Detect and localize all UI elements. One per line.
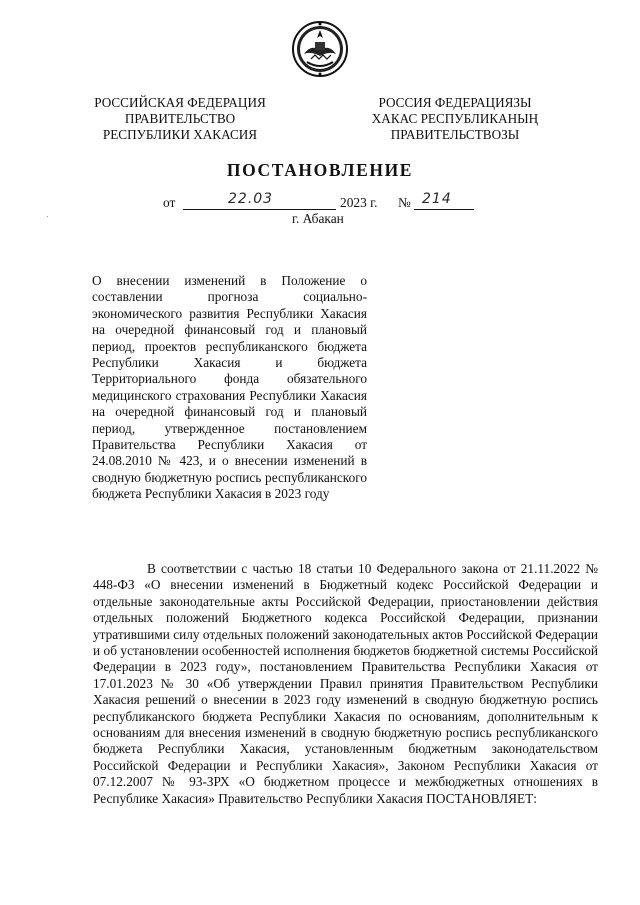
number-underline	[414, 209, 474, 210]
year-label: 2023 г.	[340, 195, 378, 210]
margin-mark	[47, 216, 48, 217]
coat-of-arms-icon	[291, 20, 349, 78]
date-handwritten: 22.03	[228, 191, 274, 207]
number-label: №	[398, 195, 411, 210]
from-label: от	[163, 195, 176, 210]
document-subject: О внесении изменений в Положение о составлении прогноза социально-экономического развития Республики Хакасия на очередной финансовый год и плановый период, проектов республиканского бюджета Республики Хакасия и бюджета Территориального фонда обязательного медицинского страхования Республики Хакасия на очередной финансовый год и плановый период, утвержденное постановлением Правительства Республики Хакасия от 24.08.2010 № 423, и о внесении изменений в сводную бюджетную роспись республиканского бюджета Республики Хакасия в 2023 году	[92, 273, 367, 502]
document-body	[93, 561, 598, 807]
header-left-line: РОССИЙСКАЯ ФЕДЕРАЦИЯ	[94, 95, 266, 110]
body-paragraph: В соответствии с частью 18 статьи 10 Федерального закона от 21.11.2022 № 448-ФЗ «О внесении изменений в Бюджетный кодекс Российской Федерации и отдельные законодательные акты Российской Федерации, приостановлении действия отдельных положений Бюджетного кодекса Российской Федерации, признании утратившими силу отдельных положений законодательных актов Российской Федерации и об установлении особенностей исполнения бюджетов бюджетной системы Российской Федерации в 2023 году», постановлением Правительства Республики Хакасия от 17.01.2023 № 30 «Об утверждении Правил принятия Правительством Республики Хакасия решений о внесении в 2023 году изменений в сводную бюджетную роспись республиканского бюджета Республики Хакасия по основаниям, дополнительным к основаниям для внесения изменений в сводную бюджетную роспись республиканского бюджета Республики Хакасия, установленным бюджетным законодательством Российской Федерации и Республики Хакасия», Законом Республики Хакасия от 07.12.2007 № 93-ЗРХ «О бюджетном процессе и межбюджетных отношениях в Республике Хакасия» Правительство Республики Хакасия ПОСТАНОВЛЯЕТ:	[93, 561, 598, 806]
header-right	[340, 95, 570, 143]
header-left	[70, 95, 290, 143]
header-left-line: ПРАВИТЕЛЬСТВО	[124, 111, 236, 126]
date-underline	[183, 209, 336, 210]
header-right-line: ХАКАС РЕСПУБЛИКАНЫҢ	[371, 111, 539, 126]
city-label: г. Абакан	[292, 211, 344, 226]
number-handwritten: 214	[422, 191, 452, 207]
header-right-line: ПРАВИТЕЛЬСТВОЗЫ	[390, 127, 520, 142]
document-title: ПОСТАНОВЛЕНИЕ	[226, 160, 414, 180]
header-right-line: РОССИЯ ФЕДЕРАЦИЯЗЫ	[378, 95, 532, 110]
header-left-line: РЕСПУБЛИКИ ХАКАСИЯ	[102, 127, 258, 142]
